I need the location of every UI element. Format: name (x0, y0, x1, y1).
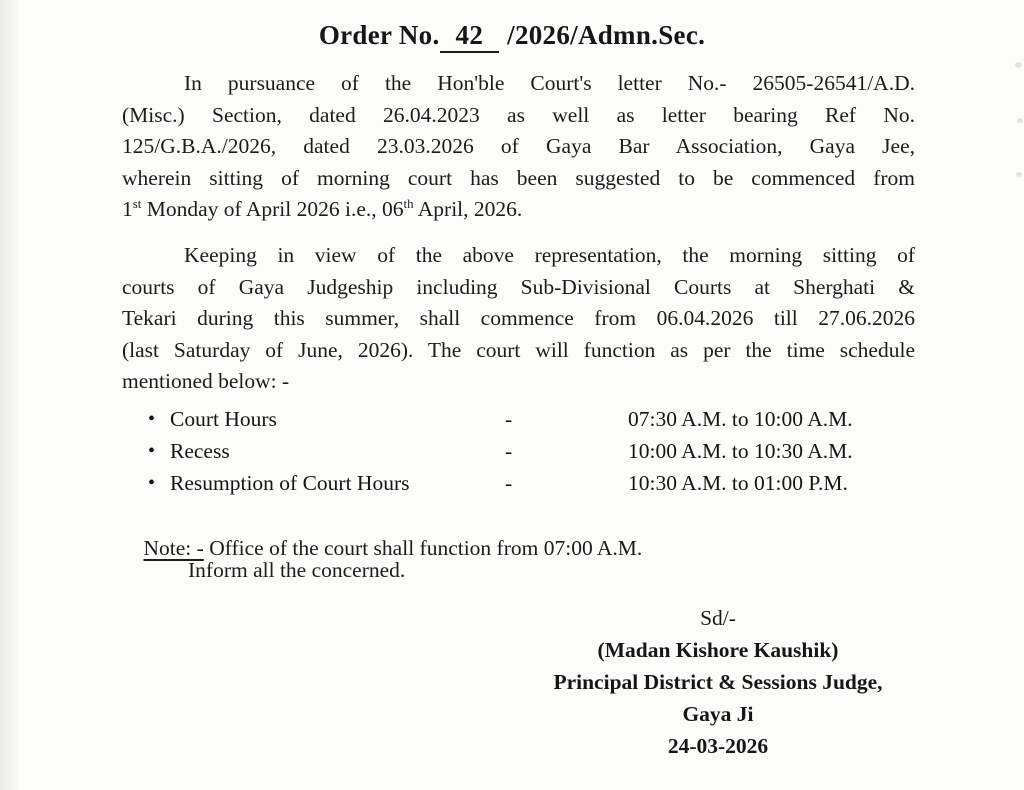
paragraph-line: Tekari during this summer, shall commence from 06.04.2026 till 27.06.2026 (122, 306, 915, 331)
schedule-label: Resumption of Court Hours (170, 471, 410, 495)
closing-line: Inform all the concerned. (188, 558, 406, 582)
schedule-time: 10:30 A.M. to 01:00 P.M. (628, 471, 848, 495)
schedule-time: 07:30 A.M. to 10:00 A.M. (628, 407, 853, 431)
schedule-label: Court Hours (170, 407, 277, 431)
bullet-icon: • (148, 408, 156, 430)
note-text: Office of the court shall function from 07:00 A.M. (203, 536, 643, 560)
order-title (0, 20, 1024, 53)
paragraph-line: In pursuance of the Hon'ble Court's letter No.- 26505-26541/A.D. (184, 71, 915, 95)
schedule-separator: - (505, 471, 513, 495)
signature-sd: Sd/- (700, 606, 736, 630)
order-title-suffix: /2026/Admn.Sec. (507, 20, 706, 50)
paragraph-schedule-intro (122, 240, 915, 398)
schedule-row-court-hours (148, 403, 928, 435)
bullet-icon: • (148, 472, 156, 494)
paragraph-line: (Misc.) Section, dated 26.04.2023 as well as letter bearing Ref No. (122, 102, 915, 127)
signature-block (512, 602, 924, 762)
schedule-time: 10:00 A.M. to 10:30 A.M. (628, 439, 853, 463)
schedule-label: Recess (170, 439, 230, 463)
paragraph-line: courts of Gaya Judgeship including Sub-Divisional Courts at Sherghati & (122, 274, 915, 299)
signatory-designation: Principal District & Sessions Judge, (553, 670, 883, 694)
scan-artifact (1015, 62, 1022, 68)
schedule-row-resumption (148, 467, 928, 499)
bullet-icon: • (148, 440, 156, 462)
paragraph-line: (last Saturday of June, 2026). The court will function as per the time schedule (122, 337, 915, 362)
order-number: 42 (440, 20, 500, 53)
paragraph-line: Keeping in view of the above representation, the morning sitting of (184, 243, 915, 267)
schedule-row-recess (148, 435, 928, 467)
paragraph-line: wherein sitting of morning court has been suggested to be commenced from (122, 165, 915, 190)
scan-artifact (1017, 118, 1023, 123)
ordinal-superscript: st (132, 197, 142, 212)
signature-date: 24-03-2026 (667, 734, 769, 758)
paragraph-line: mentioned below: - (122, 369, 290, 394)
paragraph-line: 1st Monday of April 2026 i.e., 06th April, 2026. (122, 197, 523, 222)
scan-artifact (1016, 172, 1022, 177)
paragraph-pursuance (122, 68, 915, 226)
signatory-name: (Madan Kishore Kaushik) (597, 638, 839, 662)
paragraph-line: 125/G.B.A./2026, dated 23.03.2026 of Gaya Bar Association, Gaya Jee, (122, 134, 915, 159)
time-schedule-list (148, 403, 928, 499)
schedule-separator: - (505, 407, 513, 431)
schedule-separator: - (505, 439, 513, 463)
signatory-place: Gaya Ji (682, 702, 754, 726)
ordinal-superscript: th (403, 197, 414, 212)
order-title-prefix: Order No. (318, 20, 440, 50)
note-label: Note: - (143, 536, 204, 560)
